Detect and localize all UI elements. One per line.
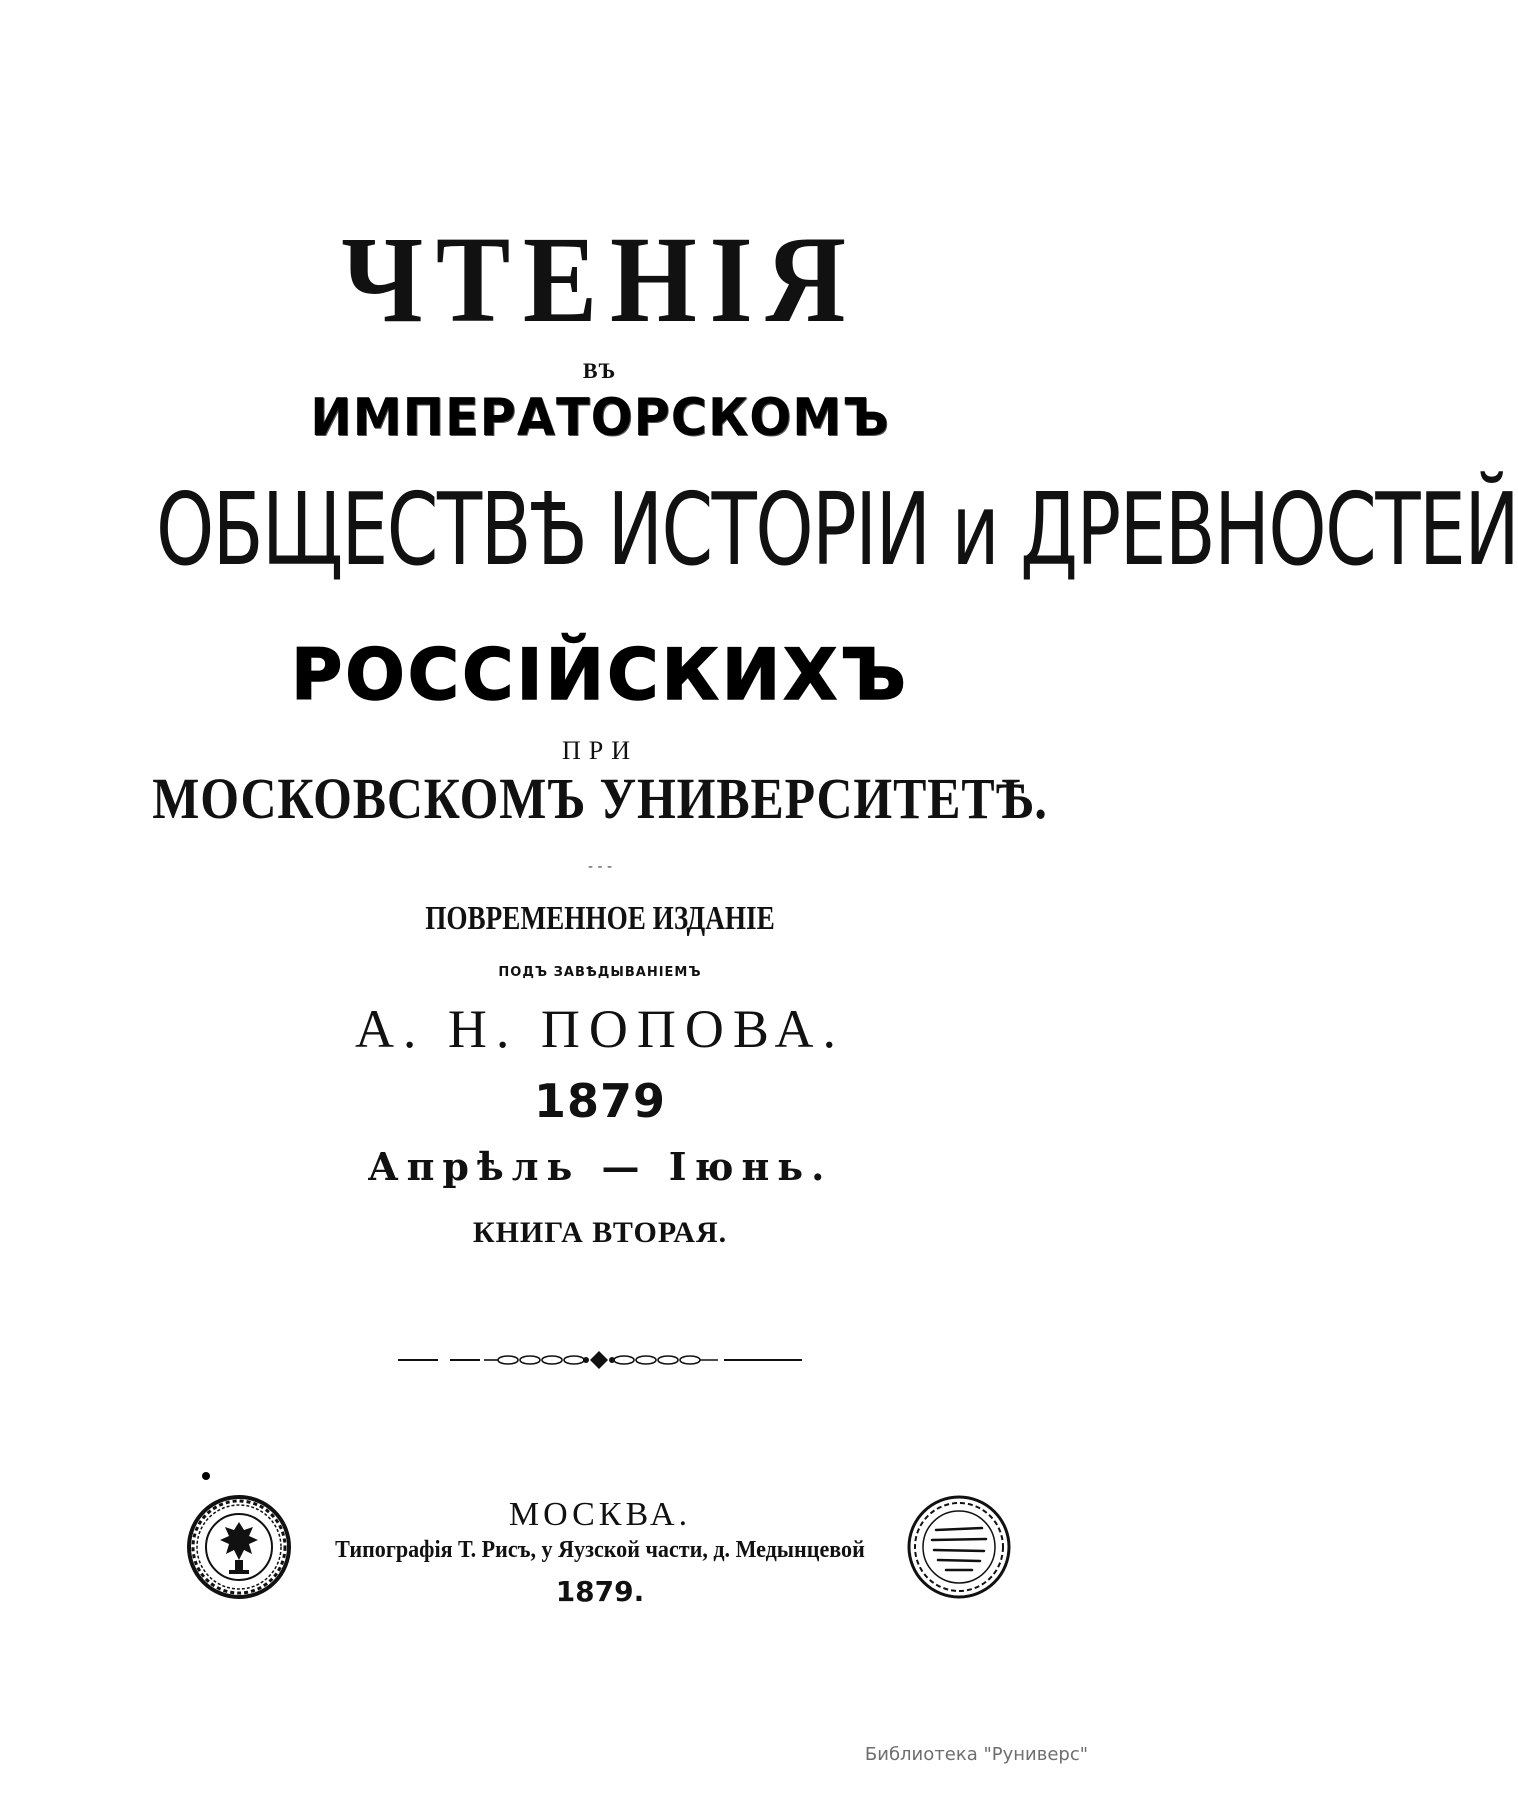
edition-months: Апрѣль — Іюнь. (367, 1144, 833, 1189)
ink-dot (202, 1472, 210, 1480)
title-society: ОБЩЕСТВѢ ИСТОРІИ и ДРЕВНОСТЕЙ (156, 471, 1518, 588)
title-imperial: ИМПЕРАТОРСКОМЪ (310, 388, 890, 448)
edition-year: 1879 (533, 1074, 667, 1128)
title-main: ЧТЕНІЯ (341, 211, 859, 348)
title-university: МОСКОВСКОМЪ УНИВЕРСИТЕТѢ. (152, 766, 1048, 831)
edition-book: КНИГА ВТОРАЯ. (472, 1216, 728, 1249)
editor-label: ПОДЪ ЗАВѢДЫВАНІЕМЪ (498, 965, 702, 980)
title-preposition: ВЪ (582, 358, 618, 383)
imprint-year: 1879. (555, 1575, 645, 1608)
editor-name: А. Н. ПОПОВА. (354, 999, 846, 1059)
ornamental-rule-icon (398, 1348, 802, 1372)
imprint-city: МОСКВА. (508, 1496, 692, 1533)
library-watermark: Библиотека "Руниверс" (864, 1744, 1088, 1765)
title-at: ПРИ (561, 736, 638, 765)
edition-label: ПОВРЕМЕННОЕ ИЗДАНІЕ (425, 900, 775, 937)
title-russian: РОССІЙСКИХЪ (290, 634, 910, 716)
imprint-printer: Типографія Т. Рисъ, у Яузской части, д. Медынцевой (335, 1537, 865, 1563)
small-dash-icon: ‐ ‑ ‐ (587, 859, 613, 875)
library-stamp-icon (906, 1494, 1012, 1600)
